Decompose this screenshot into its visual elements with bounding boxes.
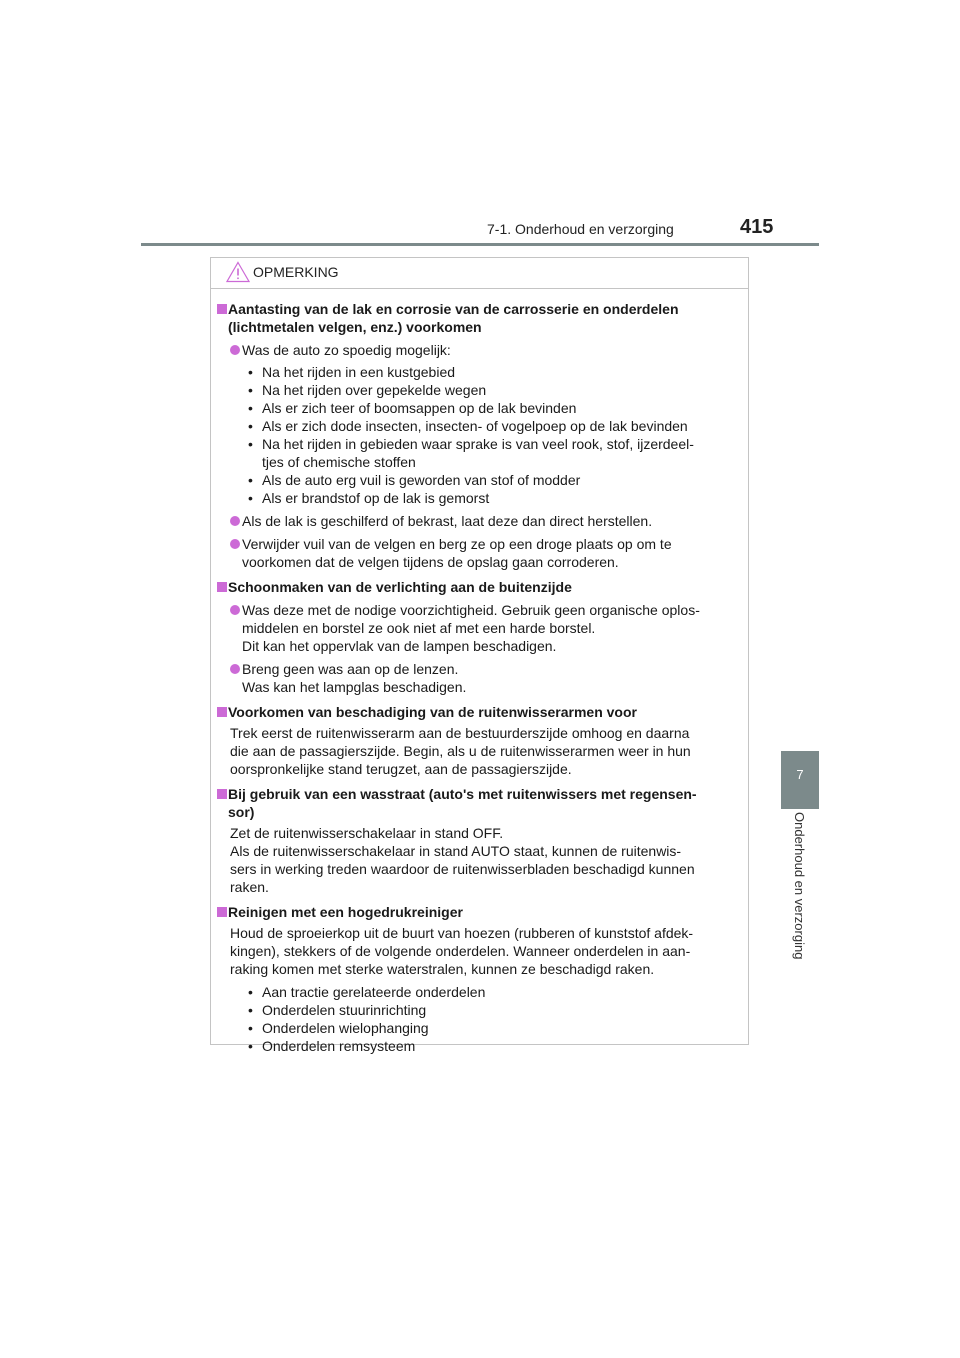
- section-heading-line: Schoonmaken van de verlichting aan de buitenzijde: [228, 579, 572, 595]
- sub-list: [217, 983, 741, 1055]
- section-heading: [217, 903, 741, 921]
- chapter-number: 7: [796, 767, 804, 782]
- sub-list-item: • Na het rijden in gebieden waar sprake is van veel rook, stof, ijzerdeel- tjes of chemische stoffen: [248, 436, 694, 470]
- dot-bullet-icon: •: [248, 382, 253, 398]
- warning-triangle-icon: [226, 261, 250, 288]
- sub-list-item: • Onderdelen wielophanging: [248, 1020, 429, 1036]
- square-bullet-icon: [217, 789, 227, 799]
- section-title: 7-1. Onderhoud en verzorging: [487, 221, 674, 237]
- paragraph: Zet de ruitenwisserschakelaar in stand OFF. Als de ruitenwisserschakelaar in stand AUTO staat, kunnen de ruitenwis- sers in werking treden waardoor de ruitenwisserbladen beschadigd kunnen raken.: [230, 825, 695, 895]
- section-heading: [217, 785, 741, 821]
- paragraph: Trek eerst de ruitenwisserarm aan de bestuurderszijde omhoog en daarna die aan de passagierszijde. Begin, als u de ruitenwisserarmen weer in hun oorspronkelijke stand terugzet, aan de passagierszijde.: [230, 725, 691, 777]
- bullet-text: Breng geen was aan op de lenzen.: [242, 661, 459, 677]
- section-heading-line: Bij gebruik van een wasstraat (auto's met ruitenwissers met regensen-: [228, 786, 697, 802]
- bullet-text: voorkomen dat de velgen tijdens de opslag gaan corroderen.: [242, 554, 619, 570]
- section-heading-line: (lichtmetalen velgen, enz.) voorkomen: [228, 319, 482, 335]
- dot-bullet-icon: •: [248, 490, 253, 506]
- header-rule: [141, 243, 819, 246]
- caution-header: [211, 258, 748, 289]
- circle-bullet-icon: [230, 605, 240, 615]
- circle-bullet-icon: [230, 345, 240, 355]
- section-heading-line: sor): [228, 804, 255, 820]
- bullet-text: Als de lak is geschilferd of bekrast, laat deze dan direct herstellen.: [242, 513, 653, 529]
- dot-bullet-icon: •: [248, 472, 253, 488]
- dot-bullet-icon: •: [248, 1038, 253, 1054]
- caution-box: [210, 257, 749, 1054]
- page-number: 415: [740, 216, 774, 238]
- square-bullet-icon: [217, 907, 227, 917]
- sub-list-item: • Als er brandstof op de lak is gemorst: [248, 490, 490, 506]
- section-heading: [217, 703, 741, 721]
- sub-list-item: • Als er zich dode insecten, insecten- of vogelpoep op de lak bevinden: [248, 418, 688, 434]
- bullet-text: Dit kan het oppervlak van de lampen beschadigen.: [242, 638, 557, 654]
- section-heading-line: Aantasting van de lak en corrosie van de carrosserie en onderdelen: [228, 301, 679, 317]
- chapter-tab: [781, 751, 819, 809]
- section-heading: [217, 578, 741, 596]
- sub-list-item: • Onderdelen remsysteem: [248, 1038, 416, 1054]
- bullet-text: Was kan het lampglas beschadigen.: [242, 679, 467, 695]
- section-heading: [217, 300, 741, 336]
- bullet-text: Was de auto zo spoedig mogelijk:: [242, 342, 451, 358]
- list-item: [217, 535, 741, 571]
- sub-list-item: • Na het rijden over gepekelde wegen: [248, 382, 487, 398]
- list-item: [217, 601, 741, 655]
- sub-list-item: • Aan tractie gerelateerde onderdelen: [248, 984, 486, 1000]
- circle-bullet-icon: [230, 664, 240, 674]
- dot-bullet-icon: •: [248, 984, 253, 1000]
- dot-bullet-icon: •: [248, 436, 253, 452]
- dot-bullet-icon: •: [248, 364, 253, 380]
- square-bullet-icon: [217, 582, 227, 592]
- circle-bullet-icon: [230, 539, 240, 549]
- section-heading-line: Reinigen met een hogedrukreiniger: [228, 904, 463, 920]
- sub-list: [217, 363, 741, 507]
- dot-bullet-icon: •: [248, 1020, 253, 1036]
- list-item: [217, 341, 741, 359]
- section-heading-line: Voorkomen van beschadiging van de ruitenwisserarmen voor: [228, 704, 637, 720]
- circle-bullet-icon: [230, 516, 240, 526]
- square-bullet-icon: [217, 707, 227, 717]
- bullet-text: middelen en borstel ze ook niet af met een harde borstel.: [242, 620, 596, 636]
- bullet-text: Verwijder vuil van de velgen en berg ze op een droge plaats op om te: [242, 536, 672, 552]
- paragraph: Houd de sproeierkop uit de buurt van hoezen (rubberen of kunststof afdek- kingen), stekkers of de volgende onderdelen. Wanneer onderdelen in aan- raking komen met sterke waterstralen, kunnen ze beschadigd raken.: [230, 925, 694, 977]
- square-bullet-icon: [217, 304, 227, 314]
- dot-bullet-icon: •: [248, 418, 253, 434]
- list-item: [217, 660, 741, 696]
- caution-content: [217, 300, 741, 1055]
- list-item: [217, 512, 741, 530]
- bullet-text: Was deze met de nodige voorzichtigheid. Gebruik geen organische oplos-: [242, 602, 700, 618]
- sub-list-item: • Na het rijden in een kustgebied: [248, 364, 456, 380]
- sub-list-item: • Onderdelen stuurinrichting: [248, 1002, 427, 1018]
- sub-list-item: • Als er zich teer of boomsappen op de lak bevinden: [248, 400, 577, 416]
- dot-bullet-icon: •: [248, 400, 253, 416]
- sub-list-item: • Als de auto erg vuil is geworden van stof of modder: [248, 472, 581, 488]
- dot-bullet-icon: •: [248, 1002, 253, 1018]
- chapter-label: Onderhoud en verzorging: [792, 812, 807, 960]
- caution-title: OPMERKING: [253, 264, 339, 280]
